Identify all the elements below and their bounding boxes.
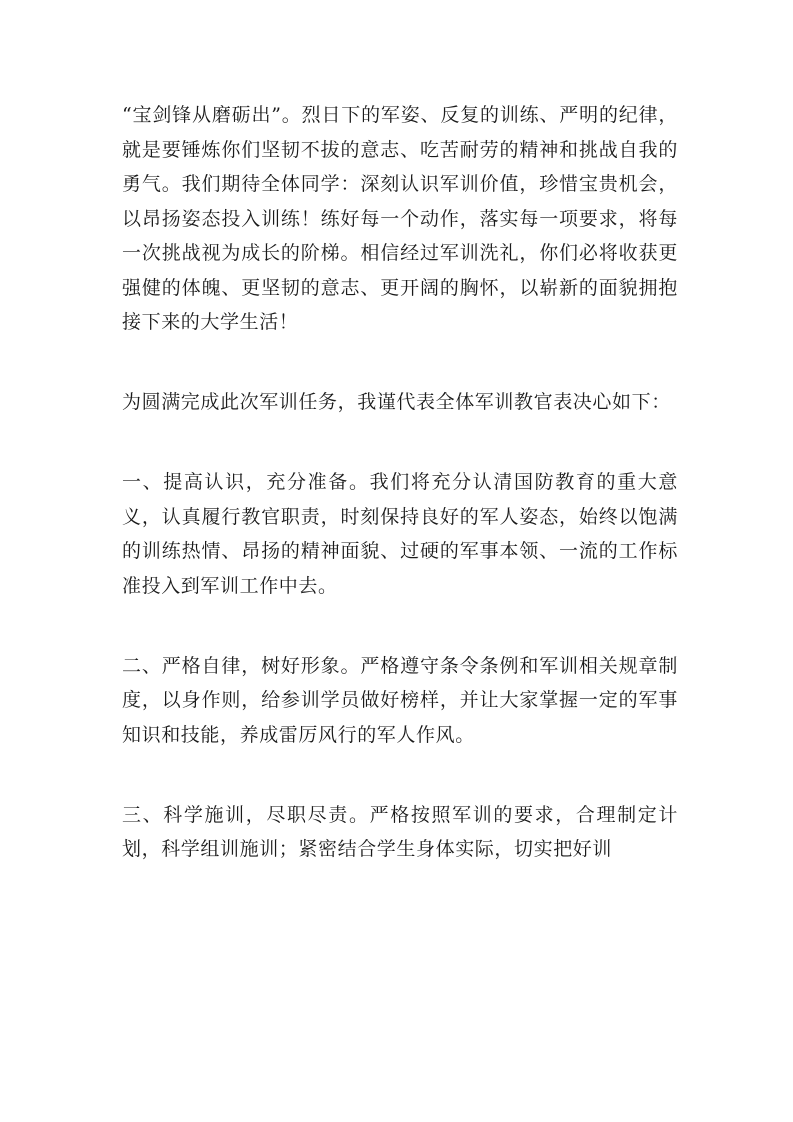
paragraph-point-one: 一、提高认识，充分准备。我们将充分认清国防教育的重大意义，认真履行教官职责，时刻保持良好的军人姿态，始终以饱满的训练热情、昂扬的精神面貌、过硬的军事本领、一流的工作标准投入到军训工作中去。: [122, 471, 678, 597]
paragraph-point-two: 二、严格自律，树好形象。严格遵守条令条例和军训相关规章制度，以身作则，给参训学员做好榜样，并让大家掌握一定的军事知识和技能，养成雷厉风行的军人作风。: [122, 654, 678, 746]
paragraph-pledge-intro: 为圆满完成此次军训任务，我谨代表全体军训教官表决心如下：: [122, 391, 671, 413]
paragraph-point-three: 三、科学施训，尽职尽责。严格按照军训的要求，合理制定计划，科学组训施训；紧密结合学生身体实际，切实把好训: [122, 803, 678, 860]
document-body: [122, 98, 678, 867]
paragraph-opening: “宝剑锋从磨砺出”。烈日下的军姿、反复的训练、严明的纪律，就是要锤炼你们坚韧不拔的意志、吃苦耐劳的精神和挑战自我的勇气。我们期待全体同学：深刻认识军训价值，珍惜宝贵机会，以昂扬姿态投入训练！练好每一个动作，落实每一项要求，将每一次挑战视为成长的阶梯。相信经过军训洗礼，你们必将收获更强健的体魄、更坚韧的意志、更开阔的胸怀，以崭新的面貌拥抱接下来的大学生活！: [122, 104, 678, 333]
